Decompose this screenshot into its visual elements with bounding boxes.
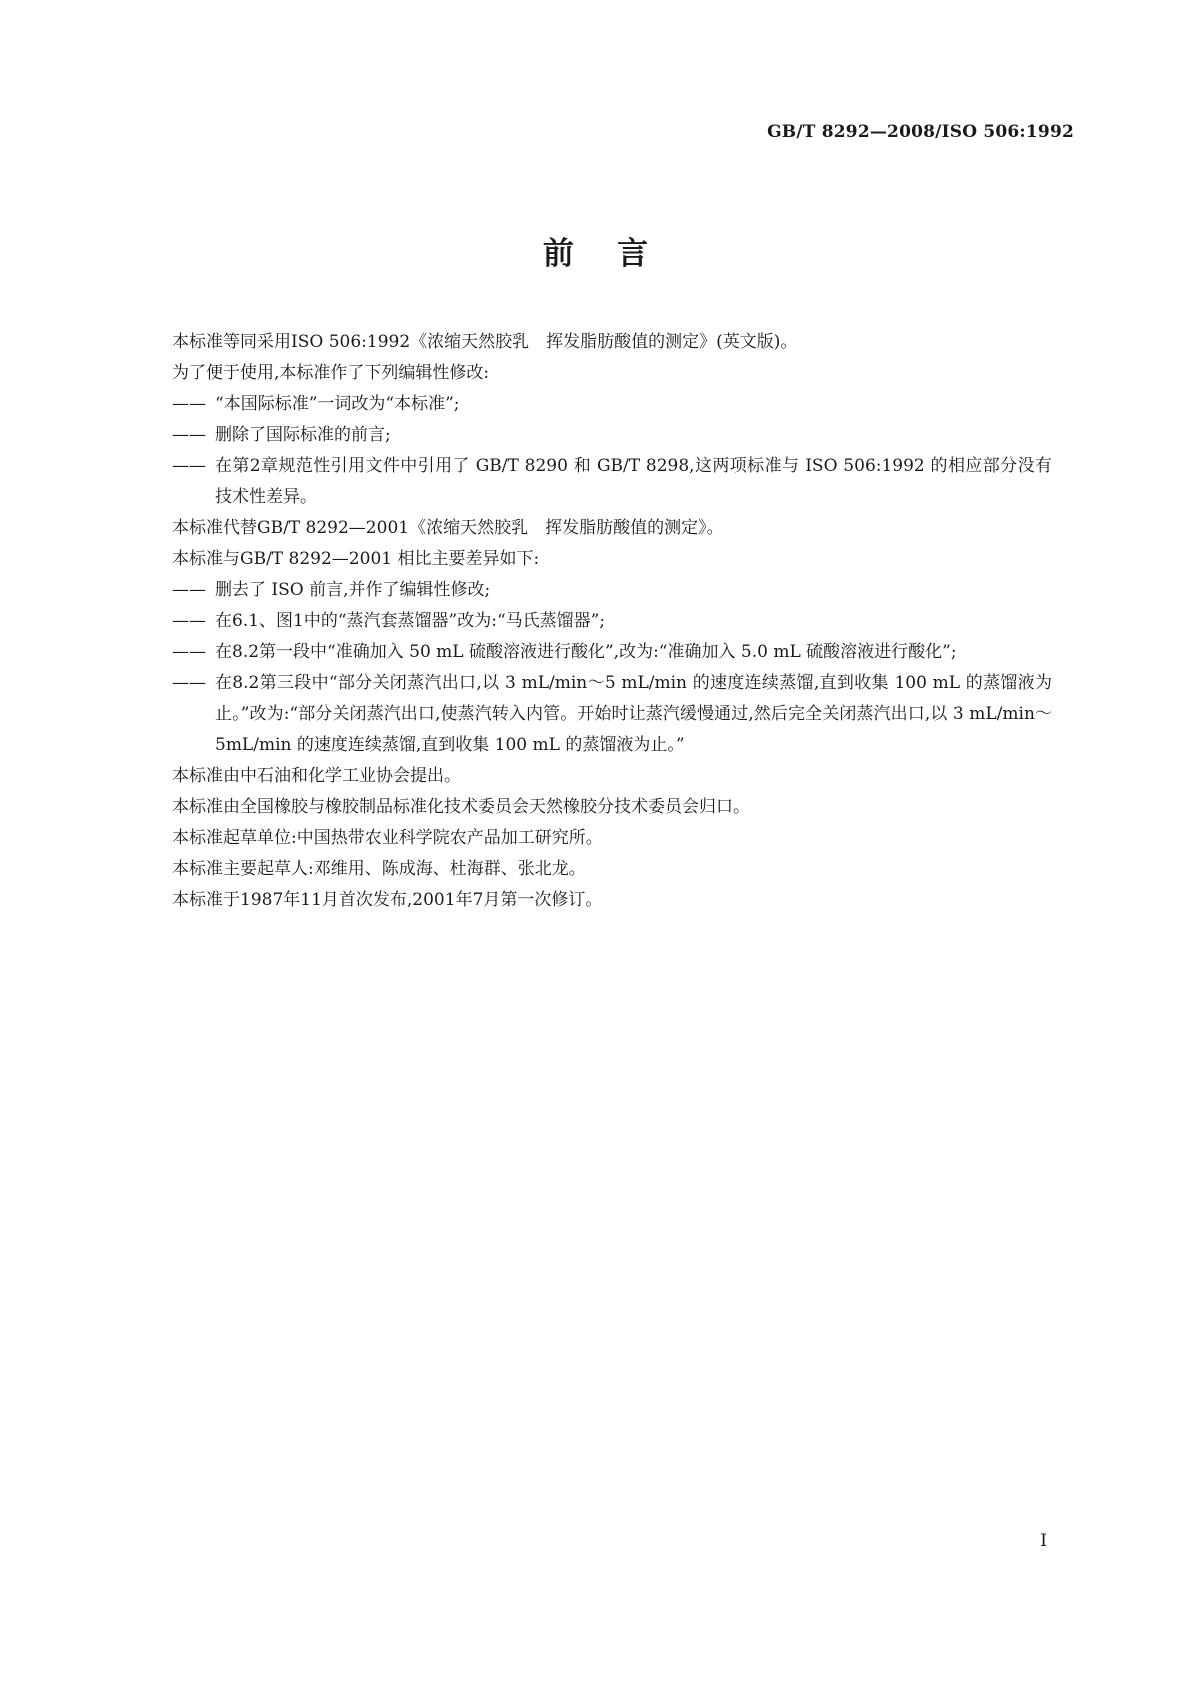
dash-marker: ——	[172, 611, 206, 631]
paragraph-responsible-committee: 本标准由全国橡胶与橡胶制品标准化技术委员会天然橡胶分技术委员会归口。	[172, 797, 750, 817]
dash-marker: ——	[172, 642, 206, 662]
list-item-text: 删除了国际标准的前言;	[215, 425, 391, 445]
list-item-text: 在6.1、图1中的“蒸汽套蒸馏器”改为:“马氏蒸馏器”;	[215, 611, 606, 631]
page-title: 前 言	[542, 236, 649, 272]
page-number: I	[1040, 1531, 1047, 1551]
paragraph-history: 本标准于1987年11月首次发布,2001年7月第一次修订。	[172, 890, 603, 910]
standard-code: GB/T 8292—2008/ISO 506:1992	[767, 122, 1074, 142]
list-item	[172, 575, 1052, 606]
paragraph-replaces: 本标准代替GB/T 8292—2001《浓缩天然胶乳 挥发脂肪酸值的测定》。	[172, 518, 724, 538]
list-item-text: 在8.2第三段中“部分关闭蒸汽出口,以 3 mL/min～5 mL/min 的速度连续蒸馏,直到收集 100 mL 的蒸馏液为止。”改为:“部分关闭蒸汽出口,使蒸汽转入内管。开始时让蒸汽缓慢通过,然后完全关闭蒸汽出口,以 3 mL/min～5mL/min 的速度连续蒸馏,直到收集 100 mL 的蒸馏液为止。”	[215, 673, 1052, 755]
list-item	[172, 389, 1052, 420]
list-item-text: 在8.2第一段中“准确加入 50 mL 硫酸溶液进行酸化”,改为:“准确加入 5.0 mL 硫酸溶液进行酸化”;	[215, 642, 957, 662]
list-item-text: 删去了 ISO 前言,并作了编辑性修改;	[215, 580, 491, 600]
list-item	[172, 637, 1052, 668]
list-item	[172, 420, 1052, 451]
list-item-text: “本国际标准”一词改为“本标准”;	[215, 394, 460, 414]
list-item	[172, 606, 1052, 637]
list-item-text: 在第2章规范性引用文件中引用了 GB/T 8290 和 GB/T 8298,这两项标准与 ISO 506:1992 的相应部分没有技术性差异。	[215, 456, 1052, 507]
dash-marker: ——	[172, 425, 206, 445]
dash-marker: ——	[172, 394, 206, 414]
paragraph-drafters: 本标准主要起草人:邓维用、陈成海、杜海群、张北龙。	[172, 859, 586, 879]
foreword-body	[172, 327, 1052, 916]
paragraph-proposer: 本标准由中石油和化学工业协会提出。	[172, 766, 461, 786]
paragraph-drafting-unit: 本标准起草单位:中国热带农业科学院农产品加工研究所。	[172, 828, 603, 848]
list-item	[172, 451, 1052, 513]
dash-marker: ——	[172, 673, 206, 693]
list-item	[172, 668, 1052, 761]
paragraph-editorial-intro: 为了便于使用,本标准作了下列编辑性修改:	[172, 363, 490, 383]
dash-marker: ——	[172, 580, 206, 600]
paragraph-adoption: 本标准等同采用ISO 506:1992《浓缩天然胶乳 挥发脂肪酸值的测定》(英文版)。	[172, 332, 798, 352]
dash-marker: ——	[172, 456, 206, 476]
paragraph-differences-intro: 本标准与GB/T 8292—2001 相比主要差异如下:	[172, 549, 540, 569]
